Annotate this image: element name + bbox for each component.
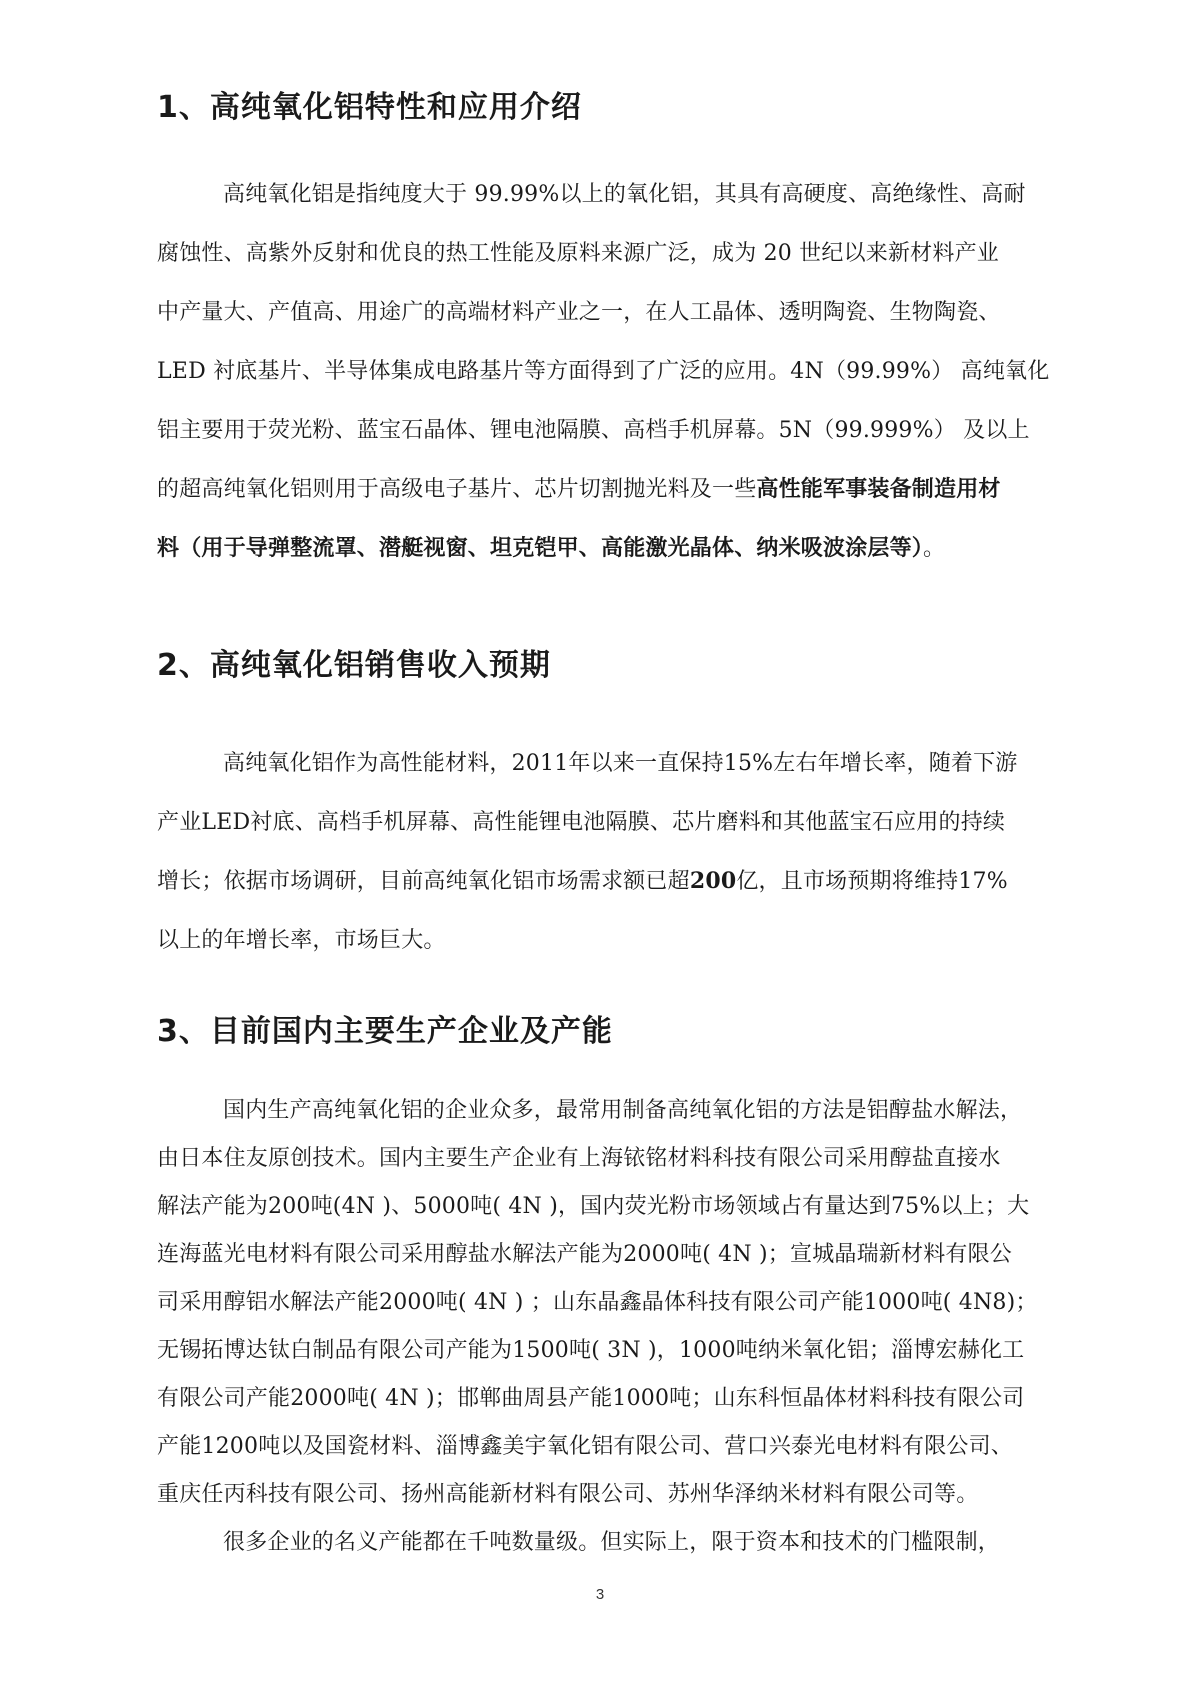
- paragraph-line: 由日本住友原创技术。国内主要生产企业有上海铱铭材料科技有限公司采用醇盐直接水: [157, 1146, 1001, 1171]
- section-2-heading: 2、高纯氧化铝销售收入预期: [157, 648, 551, 683]
- text-normal: 。: [923, 536, 946, 561]
- paragraph-line: 很多企业的名义产能都在千吨数量级。但实际上，限于资本和技术的门槛限制，: [223, 1530, 1001, 1555]
- section-1-heading: 1、高纯氧化铝特性和应用介绍: [157, 90, 582, 125]
- section-3-heading: 3、目前国内主要生产企业及产能: [157, 1014, 613, 1049]
- paragraph-line: 连海蓝光电材料有限公司采用醇盐水解法产能为2000吨( 4N )；宣城晶瑞新材料有限公: [157, 1242, 1012, 1267]
- paragraph-line: [157, 460, 1073, 519]
- text-normal: 的超高纯氧化铝则用于高级电子基片、芯片切割抛光料及一些: [157, 477, 757, 502]
- paragraph-line: [157, 852, 1073, 911]
- text-bold: 200: [689, 868, 737, 894]
- paragraph-line: 腐蚀性、高紫外反射和优良的热工性能及原料来源广泛，成为 20 世纪以来新材料产业: [157, 241, 999, 266]
- paragraph-line: LED 衬底基片、半导体集成电路基片等方面得到了广泛的应用。4N（99.99%） 高纯氧化: [157, 359, 1050, 384]
- paragraph-line: 有限公司产能2000吨( 4N )；邯郸曲周县产能1000吨；山东科恒晶体材料科技有限公司: [157, 1386, 1025, 1411]
- paragraph-line: 重庆任丙科技有限公司、扬州高能新材料有限公司、苏州华泽纳米材料有限公司等。: [157, 1482, 979, 1507]
- section-2-paragraph: [157, 734, 1073, 970]
- text-normal: 增长；依据市场调研，目前高纯氧化铝市场需求额已超: [157, 869, 690, 894]
- section-3-paragraph-2: [157, 1519, 1073, 1567]
- section-1-paragraph: [157, 165, 1073, 578]
- text-normal: 亿，且市场预期将维持17%: [736, 869, 1008, 894]
- paragraph-line: 高纯氧化铝是指纯度大于 99.99%以上的氧化铝，其具有高硬度、高绝缘性、高耐: [223, 182, 1026, 207]
- paragraph-line: 以上的年增长率，市场巨大。: [157, 928, 446, 953]
- paragraph-line: 中产量大、产值高、用途广的高端材料产业之一，在人工晶体、透明陶瓷、生物陶瓷、: [157, 300, 1001, 325]
- text-bold: 料（用于导弹整流罩、潜艇视窗、坦克铠甲、高能激光晶体、纳米吸波涂层等）: [157, 535, 924, 561]
- paragraph-line: 司采用醇铝水解法产能2000吨( 4N ) ；山东晶鑫晶体科技有限公司产能1000吨( 4N8)；: [157, 1290, 1038, 1315]
- text-bold: 高性能军事装备制造用材: [756, 476, 1001, 502]
- paragraph-line: 产能1200吨以及国瓷材料、淄博鑫美宇氧化铝有限公司、营口兴泰光电材料有限公司、: [157, 1434, 1013, 1459]
- paragraph-line: 国内生产高纯氧化铝的企业众多，最常用制备高纯氧化铝的方法是铝醇盐水解法，: [223, 1098, 1023, 1123]
- paragraph-line: [157, 519, 1073, 578]
- paragraph-line: 产业LED衬底、高档手机屏幕、高性能锂电池隔膜、芯片磨料和其他蓝宝石应用的持续: [157, 810, 1006, 835]
- paragraph-line: 无锡拓博达钛白制品有限公司产能为1500吨( 3N )，1000吨纳米氧化铝；淄博宏赫化工: [157, 1338, 1025, 1363]
- paragraph-line: 解法产能为200吨(4N )、5000吨( 4N )，国内荧光粉市场领域占有量达到75%以上；大: [157, 1194, 1030, 1219]
- section-3-paragraph: [157, 1087, 1073, 1519]
- paragraph-line: 高纯氧化铝作为高性能材料，2011年以来一直保持15%左右年增长率，随着下游: [223, 751, 1018, 776]
- page-number: 3: [595, 1586, 605, 1603]
- paragraph-line: 铝主要用于荧光粉、蓝宝石晶体、锂电池隔膜、高档手机屏幕。5N（99.999%） 及以上: [157, 418, 1030, 443]
